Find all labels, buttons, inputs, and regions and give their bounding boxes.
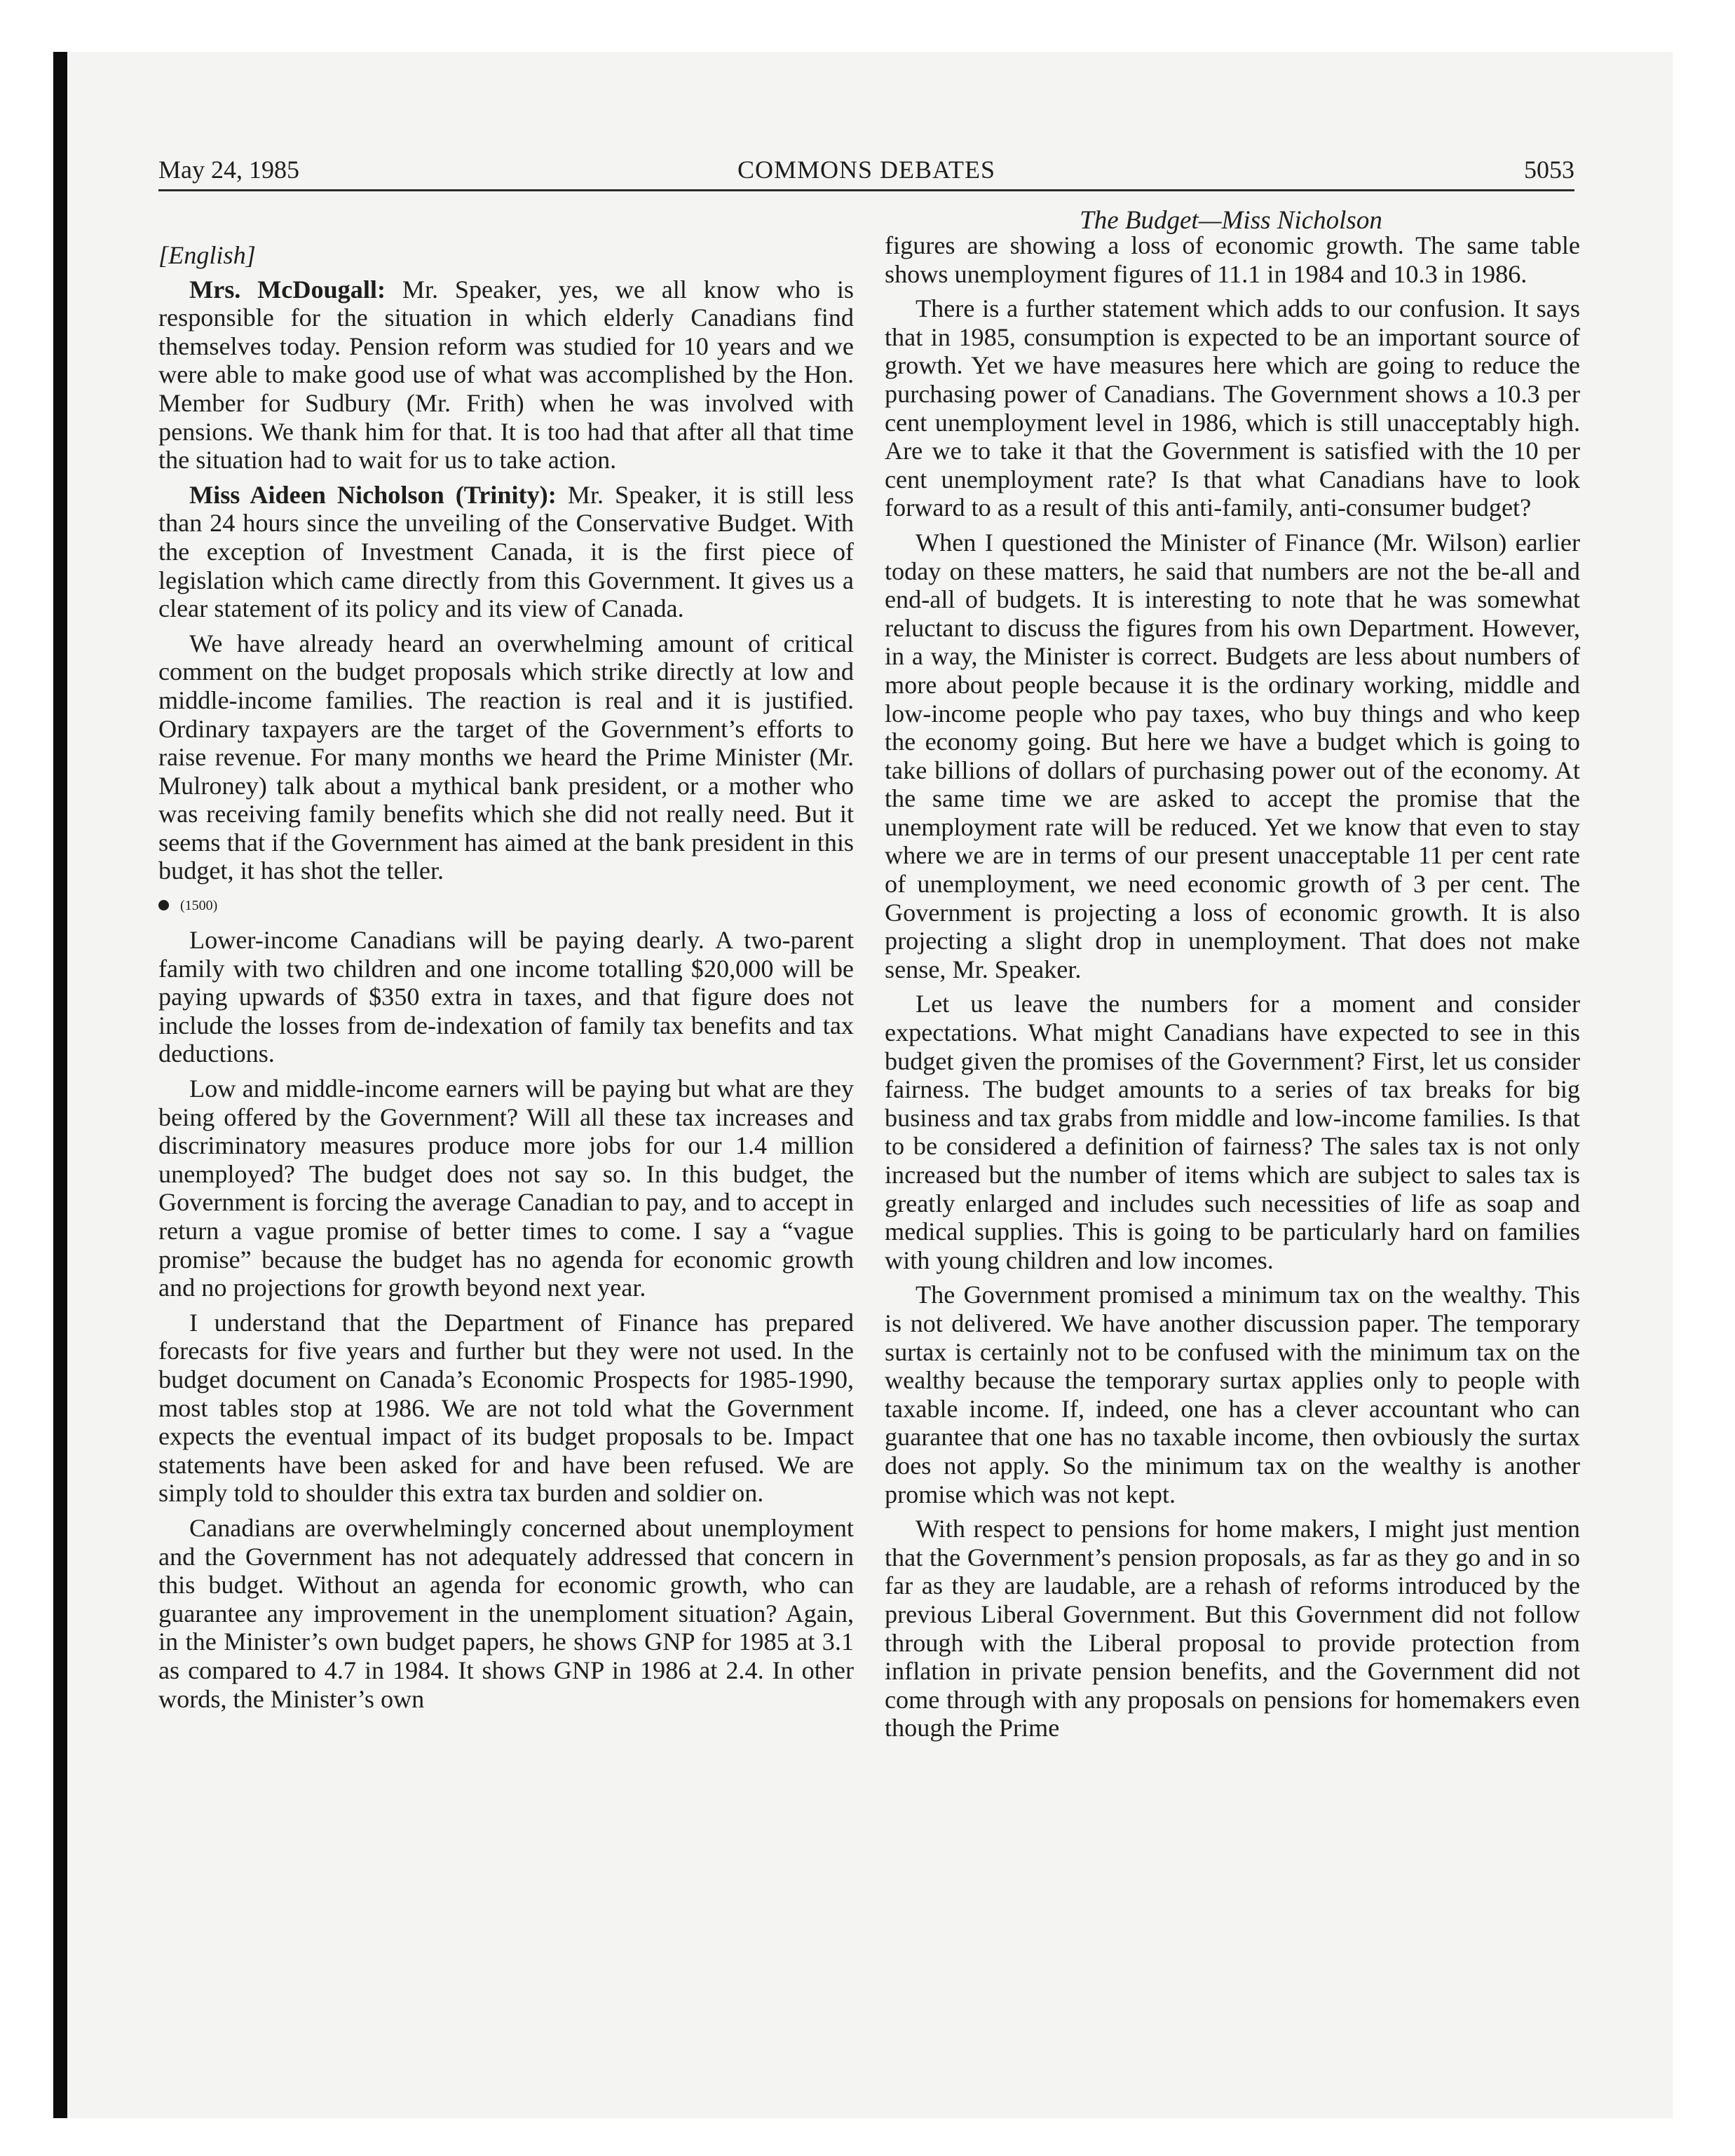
paragraph [158, 275, 854, 475]
paragraph: Low and middle-income earners will be paying but what are they being offered by the Government? Will all these tax increases and discriminatory measures produce more jobs for our 1.4 million unemployed? The budget does not say so. In this budget, the Government is forcing the average Canadian to pay, and to accept in return a vague promise of better times to come. I say a “vague promise” because the budget has no agenda for economic growth and no projections for growth beyond next year. [158, 1074, 854, 1302]
time-marker [158, 892, 854, 920]
paragraph: With respect to pensions for home makers, I might just mention that the Government’s pension proposals, as far as they go and in so far as they are laudable, are a rehash of reforms introduced by the previous Liberal Government. But this Government did not follow through with the Liberal proposal to provide protection from inflation in private pension benefits, and the Government did not come through with any proposals on pensions for homemakers even though the Prime [885, 1515, 1580, 1742]
speaker-name: Mrs. McDougall: [189, 275, 386, 303]
paragraph: Let us leave the numbers for a moment and consider expectations. What might Canadians have expected to see in this budget given the promises of the Government? First, let us consider fairness. The budget amounts to a series of tax breaks for big business and tax grabs from middle and low-income families. Is that to be considered a definition of fairness? The sales tax is not only increased but the number of items which are subject to sales tax is greatly enlarged and includes such necessities of life as soap and medical supplies. This is going to be particularly hard on families with young children and low incomes. [885, 990, 1580, 1274]
bullet-icon [158, 900, 169, 910]
paragraph: There is a further statement which adds to our confusion. It says that in 1985, consumption is expected to be an important source of growth. Yet we have measures here which are going to reduce the purchasing power of Canadians. The Government shows a 10.3 per cent unemployment level in 1986, which is still unacceptably high. Are we to take it that the Government is satisfied with the 10 per cent unemployment rate? Is that what Canadians have to look forward to as a result of this anti-family, anti-consumer budget? [885, 294, 1580, 522]
paragraph: figures are showing a loss of economic growth. The same table shows unemployment figures of 11.1 in 1984 and 10.3 in 1986. [885, 231, 1580, 288]
language-tag: [English] [158, 241, 256, 269]
time-marker-text: (1500) [180, 898, 218, 914]
page-header [158, 150, 1574, 191]
speech-text: Mr. Speaker, yes, we all know who is responsible for the situation in which elderly Canadians find themselves today. Pension reform was studied for 10 years and we were able to make good use of what was accomplished by the Hon. Member for Sudbury (Mr. Frith) when he was involved with pensions. We thank him for that. It is too had that after all that time the situation had to wait for us to take action. [158, 275, 855, 475]
header-page-number: 5053 [1524, 156, 1574, 184]
paragraph: When I questioned the Minister of Finance (Mr. Wilson) earlier today on these matters, he said that numbers are not the be-all and end-all of budgets. It is interesting to note that he was somewhat reluctant to discuss the figures from his own Department. However, in a way, the Minister is correct. Budgets are less about numbers of more about people because it is the ordinary working, middle and low-income people who pay taxes, who buy things and who keep the economy going. But here we have a budget which is going to take billions of dollars of purchasing power out of the economy. At the same time we are asked to accept the promise that the unemployment rate will be reduced. Yet we know that even to stay where we are in terms of our present unacceptable 11 per cent rate of unemployment, we need economic growth of 3 per cent. The Government is projecting a loss of economic growth. It is also projecting a slight drop in unemployment. That does not make sense, Mr. Speaker. [885, 528, 1580, 983]
left-column [158, 231, 854, 1719]
paragraph: I understand that the Department of Finance has prepared forecasts for five years and further but they were not used. In the budget document on Canada’s Economic Prospects for 1985-1990, most tables stop at 1986. We are not told what the Government expects the eventual impact of its budget proposals to be. Impact statements have been asked for and have been refused. We are simply told to shoulder this extra tax burden and soldier on. [158, 1308, 854, 1508]
paragraph [158, 481, 854, 623]
running-head: The Budget—Miss Nicholson [1080, 206, 1382, 235]
header-publication: COMMONS DEBATES [737, 156, 996, 184]
paragraph: The Government promised a minimum tax on the wealthy. This is not delivered. We have another discussion paper. The temporary surtax is certainly not to be confused with the minimum tax on the wealthy because the temporary surtax applies only to people with taxable income. If, indeed, one has a clever accountant who can guarantee that one has no taxable income, then ovbiously the surtax does not apply. So the minimum tax on the wealthy is another promise which was not kept. [885, 1281, 1580, 1508]
scan-edge-shadow [53, 52, 67, 2118]
header-date: May 24, 1985 [158, 156, 299, 184]
paragraph: Canadians are overwhelmingly concerned about unemployment and the Government has not adequately addressed that concern in this budget. Without an agenda for economic growth, who can guarantee any improvement in the unemploment situation? Again, in the Minister’s own budget papers, he shows GNP for 1985 at 3.1 as compared to 4.7 in 1984. It shows GNP in 1986 at 2.4. In other words, the Minister’s own [158, 1513, 854, 1713]
speech-text: Mr. Speaker, it is still less than 24 hours since the unveiling of the Conservative Budget. With the exception of Investment Canada, it is the first piece of legislation which came directly from this Government. It gives us a clear statement of its policy and its view of Canada. [158, 480, 855, 623]
right-column [885, 231, 1580, 1749]
paragraph: Lower-income Canadians will be paying dearly. A two-parent family with two children and one income totalling $20,000 will be paying upwards of $350 extra in taxes, and that figure does not include the losses from de-indexation of family tax benefits and tax deductions. [158, 926, 854, 1068]
paragraph: We have already heard an overwhelming amount of critical comment on the budget proposals which strike directly at low and middle-income families. The reaction is real and it is justified. Ordinary taxpayers are the target of the Government’s efforts to raise revenue. For many months we heard the Prime Minister (Mr. Mulroney) talk about a mythical bank president, or a mother who was receiving family benefits which she did not really need. But it seems that if the Government has aimed at the bank president in this budget, it has shot the teller. [158, 629, 854, 885]
speaker-name: Miss Aideen Nicholson (Trinity): [189, 480, 557, 509]
